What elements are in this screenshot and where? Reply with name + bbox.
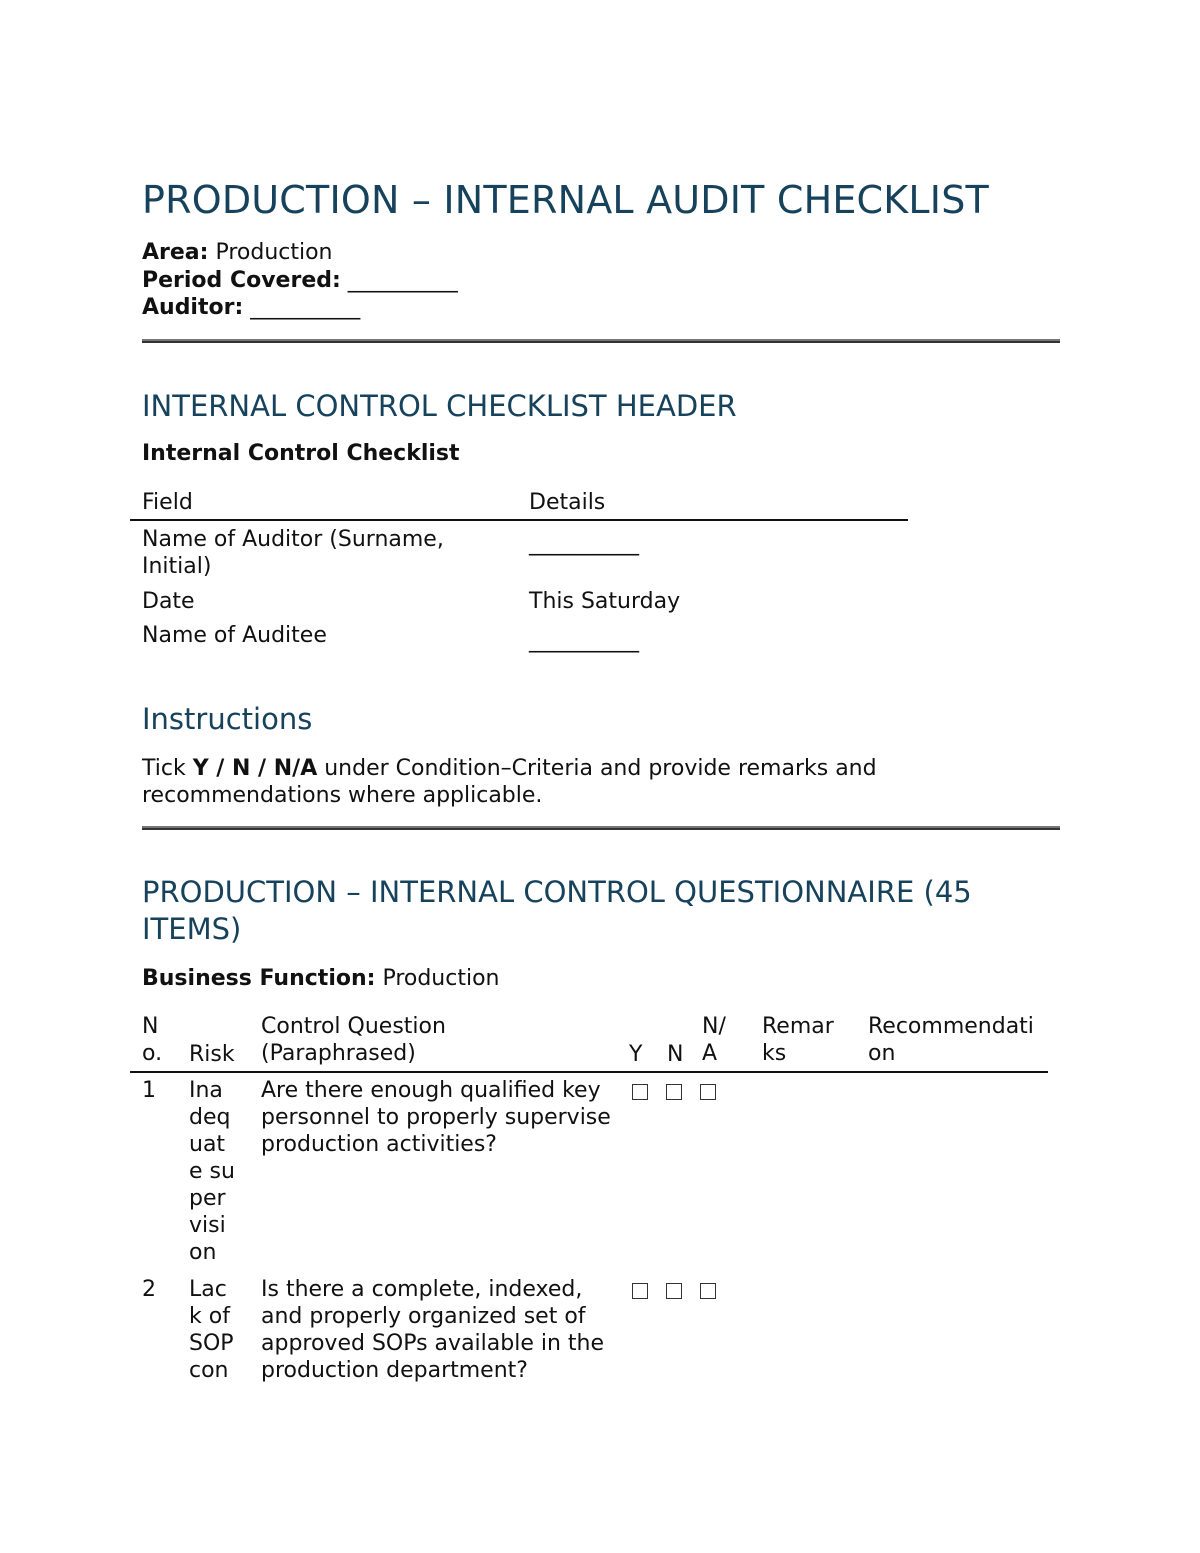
checkbox-y[interactable] — [632, 1084, 648, 1100]
header-row-field: Date — [142, 589, 195, 614]
area-value: Production — [215, 240, 333, 265]
col-no: No. — [142, 1014, 163, 1066]
header-table-rule — [130, 519, 908, 521]
header-col-field: Field — [142, 490, 193, 515]
function-label: Business Function: — [142, 966, 376, 991]
col-risk: Risk — [189, 1042, 235, 1067]
row-question: Are there enough qualified key personnel to properly supervise production activities? — [261, 1078, 611, 1157]
row-risk: Inadequate supervision — [189, 1078, 235, 1265]
checkbox-n[interactable] — [666, 1084, 682, 1100]
row-risk: Lack of SOP con — [189, 1277, 234, 1383]
header-col-details: Details — [529, 490, 606, 515]
function-value: Production — [382, 966, 500, 991]
checkbox-na[interactable] — [700, 1283, 716, 1299]
divider — [142, 826, 1060, 830]
col-remarks: Remarks — [762, 1014, 834, 1066]
instructions-text-before: Tick — [142, 756, 193, 781]
row-checkboxes — [632, 1280, 734, 1299]
row-checkboxes — [632, 1081, 734, 1100]
business-function-line — [142, 965, 499, 992]
checkbox-na[interactable] — [700, 1084, 716, 1100]
col-y: Y — [629, 1042, 643, 1067]
instructions-options: Y / N / N/A — [192, 756, 318, 781]
row-no: 2 — [142, 1277, 156, 1302]
auditor-value: __________ — [250, 295, 361, 320]
header-row-details: __________ — [529, 628, 639, 653]
header-section-subheading: Internal Control Checklist — [142, 441, 460, 466]
period-label: Period Covered: — [142, 268, 341, 293]
col-recommendation: Recommendation — [868, 1014, 1034, 1066]
row-no: 1 — [142, 1078, 156, 1103]
instructions-text-after: under Condition–Criteria and provide remarks and recommendations where applicable. — [142, 756, 877, 808]
period-value: __________ — [347, 268, 458, 293]
checkbox-y[interactable] — [632, 1283, 648, 1299]
auditor-line — [142, 294, 360, 321]
header-row-field: Name of Auditee — [142, 623, 327, 648]
questionnaire-table-rule — [130, 1071, 1048, 1073]
header-section-heading: INTERNAL CONTROL CHECKLIST HEADER — [142, 389, 737, 423]
col-question: Control Question (Paraphrased) — [261, 1014, 446, 1066]
page-title: PRODUCTION – INTERNAL AUDIT CHECKLIST — [142, 178, 989, 222]
auditor-label: Auditor: — [142, 295, 244, 320]
header-row-field: Name of Auditor (Surname, Initial) — [142, 527, 444, 579]
header-row-details: This Saturday — [529, 589, 681, 614]
questionnaire-heading: PRODUCTION – INTERNAL CONTROL QUESTIONNAIRE (45 ITEMS) — [142, 875, 972, 946]
divider — [142, 339, 1060, 343]
instructions-text — [142, 755, 1042, 809]
checkbox-n[interactable] — [666, 1283, 682, 1299]
col-na: N/A — [702, 1014, 726, 1066]
instructions-heading: Instructions — [142, 702, 313, 736]
period-line — [142, 267, 458, 294]
row-question: Is there a complete, indexed, and properly organized set of approved SOPs available in the production department? — [261, 1277, 605, 1383]
area-line — [142, 239, 333, 266]
header-row-details: __________ — [529, 531, 639, 556]
col-n: N — [667, 1042, 684, 1067]
area-label: Area: — [142, 240, 209, 265]
